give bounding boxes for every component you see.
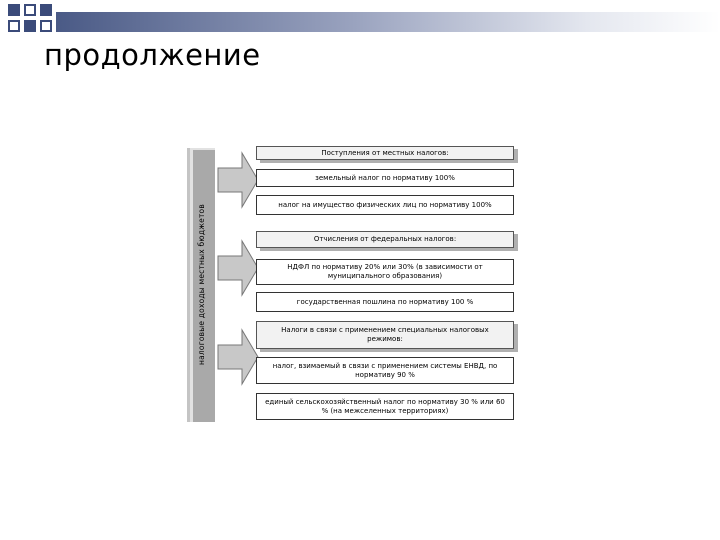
- group-3-item-1: налог, взимаемый в связи с применением системы ЕНВД, по нормативу 90 %: [256, 357, 514, 384]
- header-gradient-bar: [56, 12, 720, 32]
- group-2-item-2: государственная пошлина по нормативу 100 %: [256, 292, 514, 312]
- side-label: [188, 148, 214, 420]
- group-2-item-1: НДФЛ по нормативу 20% или 30% (в зависимости от муниципального образования): [256, 259, 514, 285]
- decor-square-2: [24, 4, 36, 16]
- decor-square-5: [24, 20, 36, 32]
- group-3-header: Налоги в связи с применением специальных налоговых режимов:: [256, 321, 514, 349]
- side-label-text: налоговые доходы местных бюджетов: [196, 203, 206, 365]
- decor-square-4: [8, 20, 20, 32]
- decor-square-3: [40, 4, 52, 16]
- group-1-item-2: налог на имущество физических лиц по нормативу 100%: [256, 195, 514, 215]
- decor-square-6: [40, 20, 52, 32]
- decor-square-1: [8, 4, 20, 16]
- group-1-header: Поступления от местных налогов:: [256, 146, 514, 160]
- group-1-item-1: земельный налог по нормативу 100%: [256, 169, 514, 187]
- page-title: продолжение: [44, 38, 261, 72]
- group-2-header: Отчисления от федеральных налогов:: [256, 231, 514, 248]
- group-3-item-2: единый сельскохозяйственный налог по нормативу 30 % или 60 % (на межселенных территориях): [256, 393, 514, 420]
